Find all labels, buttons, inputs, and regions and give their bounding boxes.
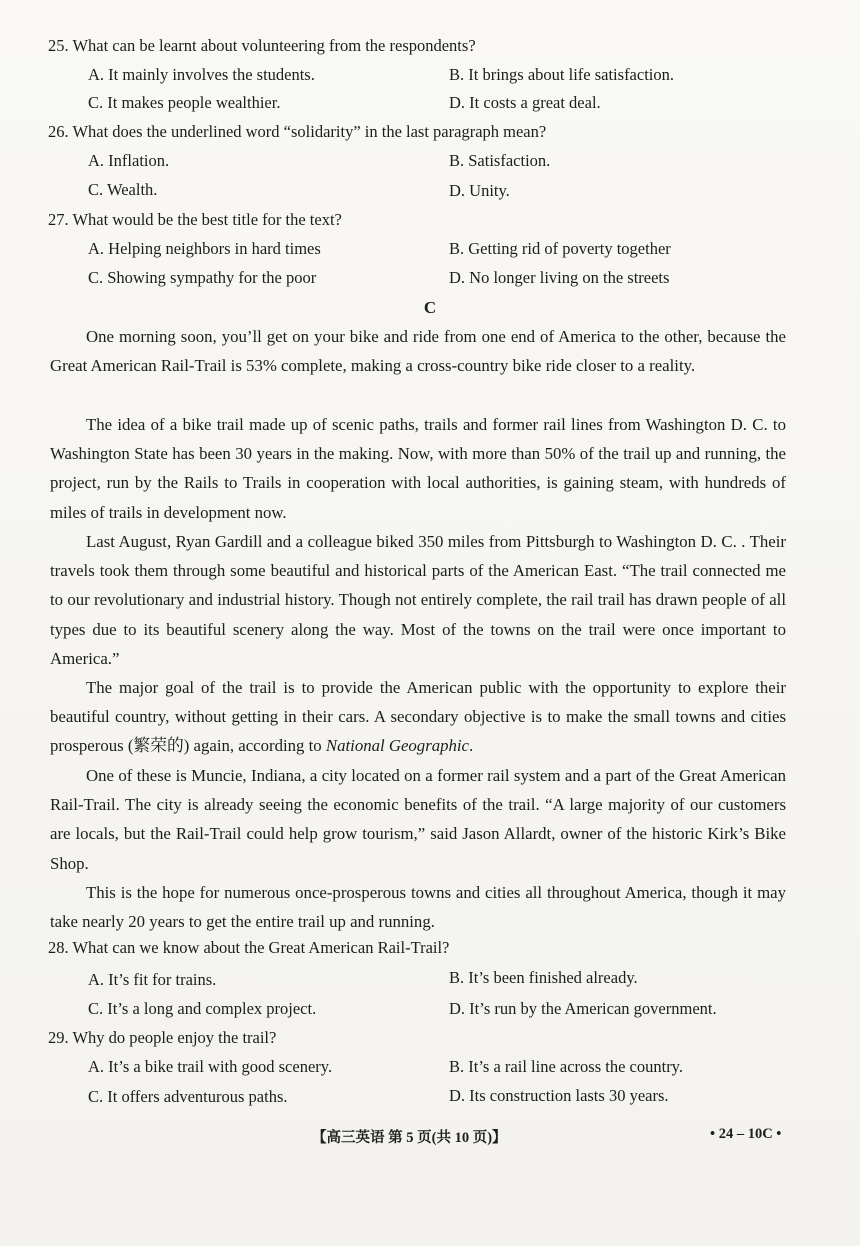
question-25-option-a: A. It mainly involves the students. xyxy=(88,65,315,84)
question-25-stem: 25. What can be learnt about volunteering from the respondents? xyxy=(48,36,476,55)
passage-paragraph-3: Last August, Ryan Gardill and a colleague biked 350 miles from Pittsburgh to Washington D. C. . Their travels took them through some beautiful and historical parts of the American East. “The trail connected me to our revolutionary and industrial history. Though not entirely complete, the rail trail has drawn people of all types due to its beautiful scenery along the way. Most of the towns on the trail were once important to America.” xyxy=(50,532,786,668)
question-29-option-d: D. Its construction lasts 30 years. xyxy=(449,1086,669,1105)
footer-code: • 24 – 10C • xyxy=(710,1126,782,1142)
footer-page-info: 【高三英语 第 5 页(共 10 页)】 xyxy=(312,1130,507,1146)
question-27-option-b: B. Getting rid of poverty together xyxy=(449,239,671,258)
passage-paragraph-1: One morning soon, you’ll get on your bike and ride from one end of America to the other, because the Great American Rail-Trail is 53% complete, making a cross-country bike ride closer to a reality. xyxy=(50,327,786,376)
question-27-option-d: D. No longer living on the streets xyxy=(449,268,670,287)
question-25-option-d: D. It costs a great deal. xyxy=(449,93,601,112)
question-28-option-d: D. It’s run by the American government. xyxy=(449,999,717,1018)
question-26-option-c: C. Wealth. xyxy=(88,180,158,199)
question-26-option-a: A. Inflation. xyxy=(88,151,170,170)
question-26-option-b: B. Satisfaction. xyxy=(449,151,551,170)
question-28-option-b: B. It’s been finished already. xyxy=(449,968,638,987)
passage-paragraph-5: One of these is Muncie, Indiana, a city located on a former rail system and a part of the Great American Rail-Trail. The city is already seeing the economic benefits of the trail. “A large majority of our customers are locals, but the Rail-Trail could help grow tourism,” said Jason Allardt, owner of the historic Kirk’s Bike Shop. xyxy=(50,766,786,873)
question-29-option-a: A. It’s a bike trail with good scenery. xyxy=(88,1057,333,1076)
question-25-option-b: B. It brings about life satisfaction. xyxy=(449,65,674,84)
question-25-option-c: C. It makes people wealthier. xyxy=(88,93,281,112)
passage-paragraph-4: The major goal of the trail is to provide the American public with the opportunity to explore their beautiful country, without getting in their cars. A secondary objective is to make the small towns and cities prosperous (繁荣的) again, according to National Geographic. xyxy=(50,678,786,756)
question-27-option-a: A. Helping neighbors in hard times xyxy=(88,239,321,258)
question-27-option-c: C. Showing sympathy for the poor xyxy=(88,268,317,287)
question-28-option-c: C. It’s a long and complex project. xyxy=(88,999,317,1018)
question-29-stem: 29. Why do people enjoy the trail? xyxy=(48,1028,277,1047)
question-28-option-a: A. It’s fit for trains. xyxy=(88,970,217,989)
question-27-stem: 27. What would be the best title for the text? xyxy=(48,210,342,229)
question-26-option-d: D. Unity. xyxy=(449,181,510,200)
question-29-option-b: B. It’s a rail line across the country. xyxy=(449,1057,683,1076)
question-26-stem: 26. What does the underlined word “solidarity” in the last paragraph mean? xyxy=(48,122,547,141)
passage-paragraph-2: The idea of a bike trail made up of scenic paths, trails and former rail lines from Washington D. C. to Washington State has been 30 years in the making. Now, with more than 50% of the trail up and running, the project, run by the Rails to Trails in cooperation with local authorities, is gaining steam, with hundreds of miles of trails in development now. xyxy=(50,415,786,522)
question-29-option-c: C. It offers adventurous paths. xyxy=(88,1087,288,1106)
section-heading: C xyxy=(423,298,437,317)
passage-paragraph-4-text: The major goal of the trail is to provide the American public with the opportunity to explore their beautiful country, without getting in their cars. A secondary objective is to make the small towns and cities prosperous (繁荣的) again, according to xyxy=(50,678,786,756)
source-name: National Geographic xyxy=(325,736,470,756)
passage-paragraph-6: This is the hope for numerous once-prosperous towns and cities all throughout America, though it may take nearly 20 years to get the entire trail up and running. xyxy=(50,883,786,932)
question-28-stem: 28. What can we know about the Great American Rail-Trail? xyxy=(48,938,450,957)
